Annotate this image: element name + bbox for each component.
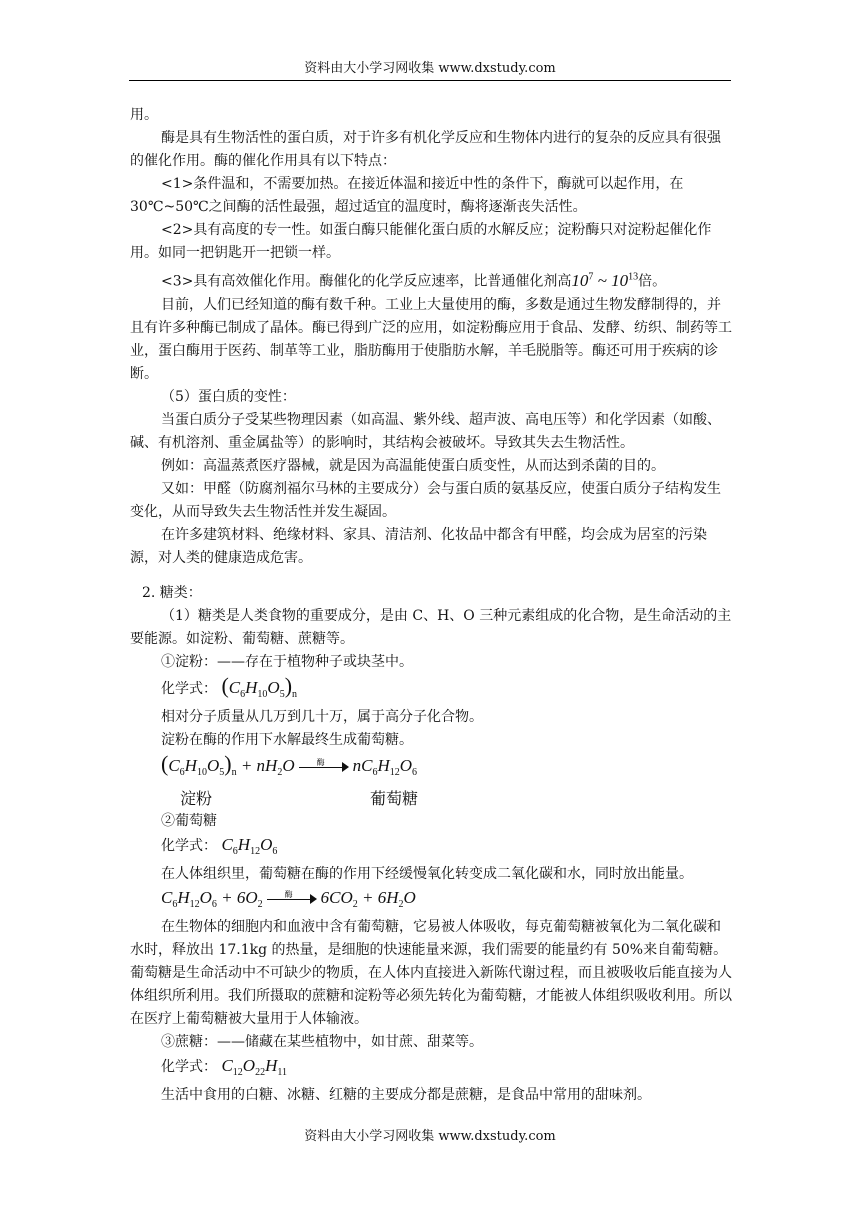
paragraph: 酶是具有生物活性的蛋白质，对于许多有机化学反应和生物体内进行的复杂的反应具有很强的催化作用。酶的催化作用具有以下特点：	[130, 130, 721, 169]
formula-rate: $10^7$ ~ $10^{13}$	[571, 270, 639, 290]
paragraph: ①淀粉：——存在于植物种子或块茎中。	[161, 653, 413, 670]
paragraph: ②葡萄糖	[161, 812, 217, 829]
paragraph: 相对分子质量从几万到几十万，属于高分子化合物。	[161, 708, 483, 725]
paragraph: 又如：甲醛（防腐剂福尔马林的主要成分）会与蛋白质的氨基反应，使蛋白质分子结构发生变化，从而导致失去生物活性并发生凝固。	[130, 480, 721, 520]
reaction-arrow: 酶	[267, 893, 317, 905]
caption-starch: 淀粉	[180, 788, 213, 808]
formula-sucrose: $C_{12}O_{22}H_{11}$	[221, 1055, 287, 1078]
paragraph: <1>条件温和，不需要加热。在接近体温和接近中性的条件下，酶就可以起作用，在 30℃~50℃之间酶的活性最强，超过适宜的温度时，酶将逐渐丧失活性。	[130, 176, 684, 215]
paragraph: 在许多建筑材料、绝缘材料、家具、清洁剂、化妆品中都含有甲醛，均会成为居室的污染源，对人类的健康造成危害。	[130, 526, 707, 566]
caption-glucose: 葡萄糖	[370, 788, 419, 808]
paragraph: ③蔗糖：——储藏在某些植物中，如甘蔗、甜菜等。	[161, 1033, 483, 1050]
paragraph: 目前，人们已经知道的酶有数千种。工业上大量使用的酶，多数是通过生物发酵制得的，并且有许多种酶已制成了晶体。酶已得到广泛的应用，如淀粉酶应用于食品、发酵、纺织、制药等工业，蛋白酶用于医药、制革等工业，脂肪酶用于使脂肪水解，羊毛脱脂等。酶还可用于疾病的诊断。	[130, 296, 732, 382]
subheading: （5）蛋白质的变性：	[161, 388, 296, 405]
paragraph: 淀粉在酶的作用下水解最终生成葡萄糖。	[161, 731, 413, 748]
equation-captions	[130, 784, 732, 810]
paragraph: 例如：高温蒸煮医疗器械，就是因为高温能使蛋白质变性，从而达到杀菌的目的。	[161, 457, 665, 474]
text: 倍。	[638, 273, 667, 290]
document-body	[130, 104, 732, 1107]
formula-line-glucose: 化学式： $C_6H_{12}O_6$	[161, 834, 278, 857]
page-footer: 资料由大小学习网收集 www.dxstudy.com	[304, 1129, 556, 1144]
header-divider	[129, 80, 731, 81]
paragraph: 当蛋白质分子受某些物理因素（如高温、紫外线、超声波、高电压等）和化学因素（如酸、碱、有机溶剂、重金属盐等）的影响时，其结构会被破坏。导致其失去生物活性。	[130, 411, 721, 451]
equation-oxidation: $C_6H_{12}O_6 + 6O_2$ 酶 $6CO_2 + 6H_2O$	[161, 887, 416, 910]
paragraph-rate	[130, 265, 732, 294]
page-header: 资料由大小学习网收集 www.dxstudy.com	[304, 61, 556, 76]
section-heading: 2. 糖类：	[142, 584, 202, 601]
paragraph: 用。	[130, 107, 158, 123]
paragraph: 在生物体的细胞内和血液中含有葡萄糖，它易被人体吸收，每克葡萄糖被氧化为二氧化碳和水时，释放出 17.1kg 的热量，是细胞的快速能量来源，我们需要的能量约有 50%来自葡萄糖。葡萄糖是生命活动中不可缺少的物质，在人体内直接进入新陈代谢过程，而且被吸收后能直接为人体组织所利用。我们所摄取的蔗糖和淀粉等必须先转化为葡萄糖，才能被人体组织吸收利用。所以在医疗上葡萄糖被大量用于人体输液。	[130, 918, 732, 1027]
equation-hydrolysis: $(C_6H_{10}O_5)_n + nH_2O$ 酶 $nC_6H_{12}O_6$	[161, 750, 418, 778]
paragraph: 在人体组织里，葡萄糖在酶的作用下经缓慢氧化转变成二氧化碳和水，同时放出能量。	[161, 865, 693, 882]
formula-line-sucrose: 化学式： $C_{12}O_{22}H_{11}$	[161, 1055, 287, 1078]
paragraph: 生活中食用的白糖、冰糖、红糖的主要成分都是蔗糖，是食品中常用的甜味剂。	[161, 1086, 651, 1103]
formula-starch: $(C_6H_{10}O_5)_n$	[221, 672, 298, 700]
text: <3>具有高效催化作用。酶催化的化学反应速率，比普通催化剂高	[161, 273, 572, 290]
reaction-arrow: 酶	[299, 761, 349, 773]
paragraph: <2>具有高度的专一性。如蛋白酶只能催化蛋白质的水解反应；淀粉酶只对淀粉起催化作用。如同一把钥匙开一把锁一样。	[130, 222, 712, 261]
paragraph: （1）糖类是人类食物的重要成分，是由 C、H、O 三种元素组成的化合物，是生命活动的主要能源。如淀粉、葡萄糖、蔗糖等。	[130, 607, 732, 647]
formula-glucose: $C_6H_{12}O_6$	[221, 834, 278, 857]
formula-line-starch: 化学式： $(C_6H_{10}O_5)_n$	[161, 672, 298, 700]
